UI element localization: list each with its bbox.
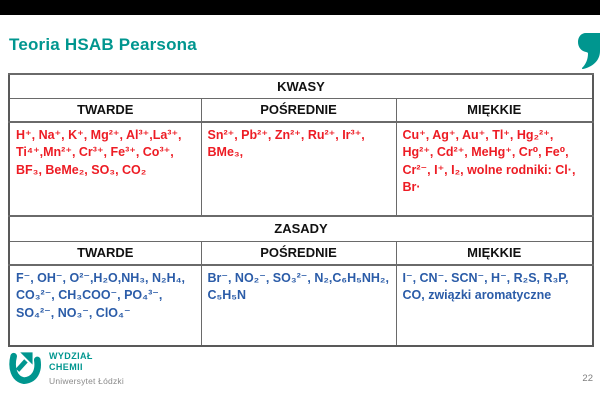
- column-header-kwasy-posrednie: POŚREDNIE: [201, 98, 396, 122]
- university-brand-corner-icon: [578, 33, 600, 69]
- column-header-kwasy-twarde: TWARDE: [9, 98, 201, 122]
- table-row: [9, 216, 593, 241]
- page-title: Teoria HSAB Pearsona: [9, 35, 197, 54]
- university-logo: [8, 349, 124, 386]
- university-logo-text: [49, 349, 124, 386]
- top-bar: [0, 0, 600, 15]
- cell-kwasy-posrednie: Sn²⁺, Pb²⁺, Zn²⁺, Ru²⁺, Ir³⁺, BMe₃,: [201, 122, 396, 216]
- column-header-zasady-twarde: TWARDE: [9, 241, 201, 265]
- cell-zasady-twarde: F⁻, OH⁻, O²⁻,H₂O,NH₃, N₂H₄, CO₃²⁻, CH₃COO⁻, PO₄³⁻, SO₄²⁻, NO₃⁻, ClO₄⁻: [9, 265, 201, 346]
- page-number: 22: [582, 373, 593, 384]
- section-header-kwasy: KWASY: [9, 74, 593, 98]
- table-row: [9, 265, 593, 346]
- cell-zasady-miekkie: I⁻, CN⁻. SCN⁻, H⁻, R₂S, R₃P, CO, związki aromatyczne: [396, 265, 593, 346]
- cell-kwasy-twarde: H⁺, Na⁺, K⁺, Mg²⁺, Al³⁺,La³⁺, Ti⁴⁺,Mn²⁺, Cr³⁺, Fe³⁺, Co³⁺, BF₃, BeMe₂, SO₃, CO₂: [9, 122, 201, 216]
- table-row: [9, 241, 593, 265]
- university-logo-icon: [8, 349, 42, 386]
- logo-wydzial-label: WYDZIAŁ: [49, 351, 93, 361]
- column-header-zasady-miekkie: MIĘKKIE: [396, 241, 593, 265]
- logo-uniwersytet-label: Uniwersytet Łódzki: [49, 376, 124, 386]
- column-header-kwasy-miekkie: MIĘKKIE: [396, 98, 593, 122]
- cell-zasady-posrednie: Br⁻, NO₂⁻, SO₃²⁻, N₂,C₆H₅NH₂, C₅H₅N: [201, 265, 396, 346]
- logo-chemii-label: CHEMII: [49, 362, 83, 372]
- section-header-zasady: ZASADY: [9, 216, 593, 241]
- cell-kwasy-miekkie: Cu⁺, Ag⁺, Au⁺, Tl⁺, Hg₂²⁺, Hg²⁺, Cd²⁺, MeHg⁺, Cr⁰, Fe⁰, Cr²⁻, I⁺, I₂, wolne rodniki: Cl·, Br·: [396, 122, 593, 216]
- hsab-table: [8, 73, 594, 347]
- column-header-zasady-posrednie: POŚREDNIE: [201, 241, 396, 265]
- table-row: [9, 122, 593, 216]
- table-row: [9, 74, 593, 98]
- table-row: [9, 98, 593, 122]
